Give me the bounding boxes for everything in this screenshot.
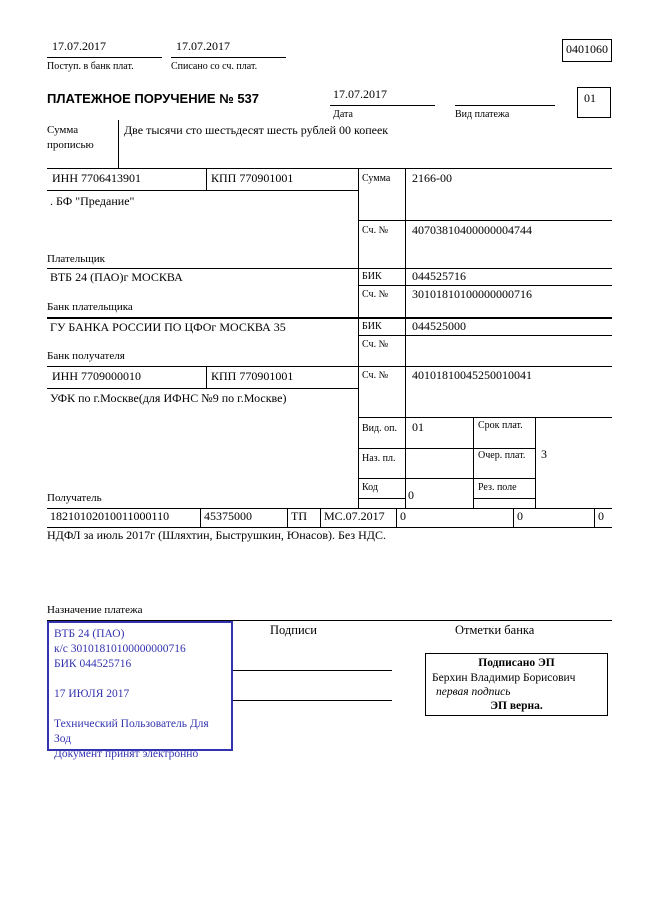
amount-words-label-1: Сумма bbox=[47, 124, 79, 136]
line bbox=[47, 57, 162, 58]
debited-from-account-label: Списано со сч. плат. bbox=[171, 61, 258, 72]
stamp-bank-name: ВТБ 24 (ПАО) bbox=[54, 628, 125, 640]
stamp-corr-account: к/с 30101810100000000716 bbox=[54, 643, 186, 655]
op-kind-label: Вид. оп. bbox=[362, 423, 397, 434]
payer-kpp: КПП 770901001 bbox=[211, 171, 294, 185]
document-date: 17.07.2017 bbox=[333, 87, 387, 101]
payee-bank-bik-label: БИК bbox=[362, 321, 382, 332]
payment-purpose-text: НДФЛ за июль 2017г (Шляхтин, Быструшкин, Юнасов). Без НДС. bbox=[47, 528, 386, 542]
form-code-box bbox=[562, 39, 612, 62]
line bbox=[287, 508, 288, 527]
payee-bank-label: Банк получателя bbox=[47, 350, 125, 362]
oktmo-field: 45375000 bbox=[204, 509, 252, 523]
payment-kind-label: Вид платежа bbox=[455, 109, 510, 120]
payer-name: . БФ "Предание" bbox=[50, 194, 135, 208]
line bbox=[455, 105, 555, 106]
payment-basis-field: ТП bbox=[291, 509, 307, 523]
payer-status-code: 01 bbox=[584, 91, 596, 105]
bank-marks-label: Отметки банка bbox=[455, 623, 535, 637]
payee-bank-bik: 044525000 bbox=[412, 319, 466, 333]
stamp-date: 17 ИЮЛЯ 2017 bbox=[54, 688, 130, 700]
esign-verdict: ЭП верна. bbox=[490, 700, 543, 712]
stamp-user: Технический Пользователь Для Зод bbox=[54, 718, 209, 745]
payer-inn: ИНН 7706413901 bbox=[52, 171, 141, 185]
line bbox=[396, 508, 397, 527]
form-code: 0401060 bbox=[566, 42, 608, 56]
priority-value: 3 bbox=[541, 447, 547, 461]
stamp-spacer bbox=[54, 702, 227, 717]
payee-label: Получатель bbox=[47, 492, 102, 504]
line bbox=[171, 57, 286, 58]
line bbox=[594, 508, 595, 527]
code-label: Код bbox=[362, 482, 378, 493]
line bbox=[47, 317, 612, 319]
due-date-label: Срок плат. bbox=[478, 420, 523, 431]
line bbox=[513, 508, 514, 527]
line bbox=[47, 366, 612, 367]
line bbox=[47, 268, 612, 269]
priority-label: Очер. плат. bbox=[478, 450, 526, 461]
line bbox=[358, 448, 535, 449]
line bbox=[405, 168, 406, 508]
line bbox=[358, 498, 405, 499]
payment-type-field: 0 bbox=[598, 509, 604, 523]
payee-account-label: Сч. № bbox=[362, 370, 389, 381]
payer-bank-account-label: Сч. № bbox=[362, 289, 389, 300]
payer-account-label: Сч. № bbox=[362, 225, 389, 236]
payer-bank-name: ВТБ 24 (ПАО)г МОСКВА bbox=[50, 270, 183, 284]
stamp-spacer bbox=[54, 672, 227, 687]
stamp-bik: БИК 044525716 bbox=[54, 658, 132, 670]
doc-number-field: 0 bbox=[400, 509, 406, 523]
tax-period-field: МС.07.2017 bbox=[324, 509, 385, 523]
line bbox=[358, 168, 359, 508]
line bbox=[330, 105, 435, 106]
amount-value: 2166-00 bbox=[412, 171, 452, 185]
payer-account: 40703810400000004744 bbox=[412, 223, 532, 237]
payee-inn: ИНН 7709000010 bbox=[52, 369, 141, 383]
line bbox=[118, 120, 119, 168]
line bbox=[47, 168, 612, 169]
line bbox=[320, 508, 321, 527]
line bbox=[358, 478, 535, 479]
signature-line bbox=[233, 670, 392, 671]
debited-from-account-date: 17.07.2017 bbox=[176, 39, 230, 53]
stamp-accepted: Документ принят электронно bbox=[54, 748, 199, 760]
signatures-label: Подписи bbox=[270, 623, 317, 637]
line bbox=[535, 417, 536, 508]
payee-bank-name: ГУ БАНКА РОССИИ ПО ЦФОг МОСКВА 35 bbox=[50, 320, 286, 334]
esign-box bbox=[425, 653, 608, 716]
line bbox=[206, 366, 207, 388]
payer-label: Плательщик bbox=[47, 253, 105, 265]
payment-purpose-label: Назначение платежа bbox=[47, 604, 143, 616]
payer-bank-account: 30101810100000000716 bbox=[412, 287, 532, 301]
amount-label: Сумма bbox=[362, 173, 391, 184]
line bbox=[47, 190, 358, 191]
line bbox=[473, 417, 474, 508]
amount-in-words: Две тысячи сто шестьдесят шесть рублей 00 копеек bbox=[124, 123, 389, 137]
esign-signer-name: Берхин Владимир Борисович bbox=[432, 672, 576, 684]
pay-purpose-code-label: Наз. пл. bbox=[362, 453, 396, 464]
line bbox=[358, 417, 612, 418]
received-in-bank-label: Поступ. в банк плат. bbox=[47, 61, 134, 72]
payee-account: 40101810045250010041 bbox=[412, 368, 532, 382]
line bbox=[200, 508, 201, 527]
op-kind-value: 01 bbox=[412, 420, 424, 434]
payee-name: УФК по г.Москве(для ИФНС №9 по г.Москве) bbox=[50, 391, 287, 405]
payee-bank-account-label: Сч. № bbox=[362, 339, 389, 350]
payer-bank-bik: 044525716 bbox=[412, 269, 466, 283]
code-value: 0 bbox=[408, 488, 414, 502]
esign-signature-type: первая подпись bbox=[436, 686, 511, 698]
line bbox=[358, 220, 612, 221]
received-in-bank-date: 17.07.2017 bbox=[52, 39, 106, 53]
payer-bank-label: Банк плательщика bbox=[47, 301, 133, 313]
payer-status-box bbox=[577, 87, 611, 118]
line bbox=[358, 285, 612, 286]
line bbox=[47, 388, 358, 389]
kbk-field: 18210102010011000110 bbox=[50, 509, 170, 523]
amount-words-label-2: прописью bbox=[47, 139, 94, 151]
esign-title: Подписано ЭП bbox=[478, 657, 555, 669]
payee-kpp: КПП 770901001 bbox=[211, 369, 294, 383]
payer-bank-bik-label: БИК bbox=[362, 271, 382, 282]
signature-line bbox=[233, 700, 392, 701]
reserve-field-label: Рез. поле bbox=[478, 482, 517, 493]
page-title: ПЛАТЕЖНОЕ ПОРУЧЕНИЕ № 537 bbox=[47, 91, 260, 106]
bank-stamp-box bbox=[47, 621, 233, 760]
doc-date-field: 0 bbox=[517, 509, 523, 523]
line bbox=[206, 168, 207, 190]
line bbox=[473, 498, 535, 499]
line bbox=[358, 335, 612, 336]
date-label: Дата bbox=[333, 109, 353, 120]
